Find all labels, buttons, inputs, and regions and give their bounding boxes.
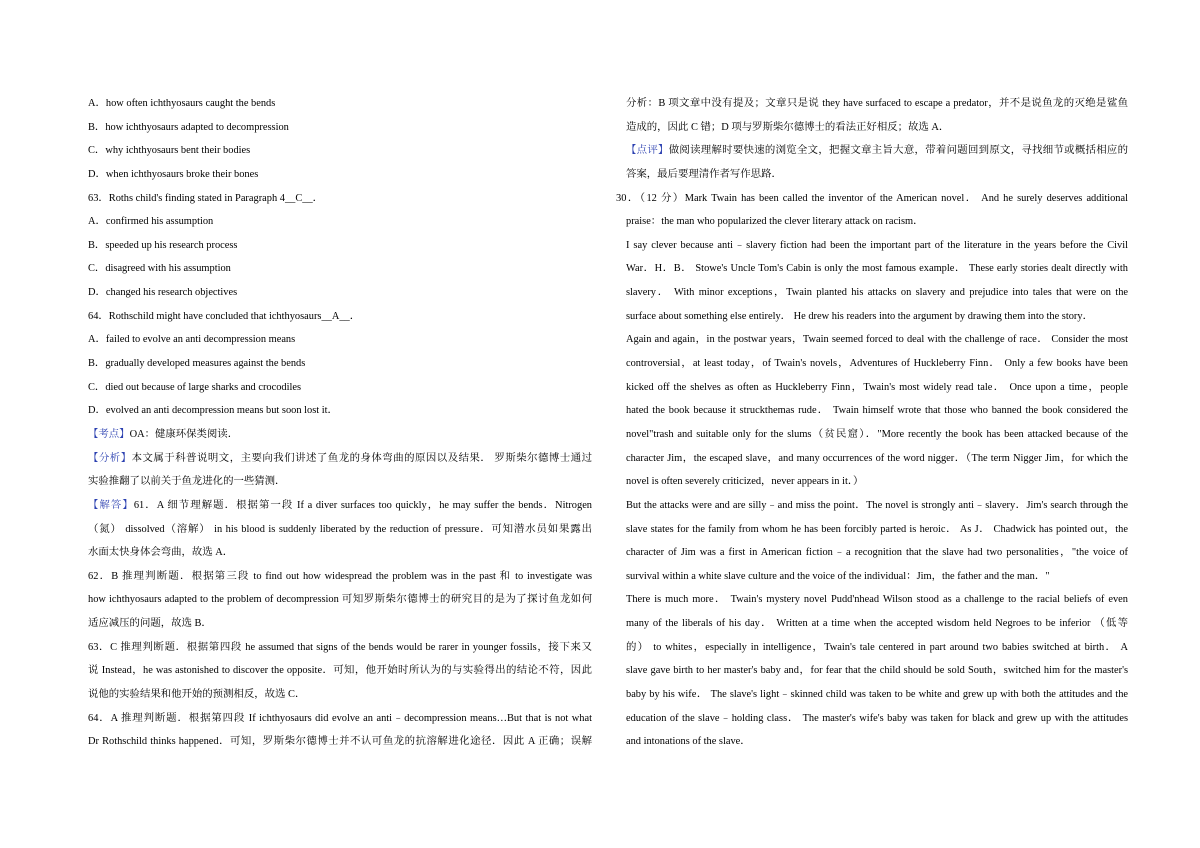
line-text: D．when ichthyosaurs broke their bones <box>88 168 259 180</box>
line-text: 63．C 推理判断题．根据第四段 he assumed that signs of the bends would be rarer in younger fossils，接下来又 <box>88 641 592 653</box>
text-line <box>88 588 592 612</box>
text-line <box>626 494 1128 518</box>
line-text: character of Jim was a first in American fiction﹣a recognition that the slave had two personalities，"the voice of <box>626 547 1128 559</box>
line-text: 说他的实验结果和他开始的预测相反，故选 C． <box>88 689 306 701</box>
text-line <box>88 494 592 518</box>
line-text: how ichthyosaurs adapted to the problem of decompression 可知罗斯柴尔德博士的研究目的是为了探讨鱼龙如何 <box>88 594 592 606</box>
line-text: 实验推翻了以前关于鱼龙进化的一些猜测． <box>88 476 286 488</box>
line-text: A．confirmed his assumption <box>88 216 214 228</box>
line-text: B．speeded up his research process <box>88 239 238 251</box>
text-line <box>626 588 1128 612</box>
text-line <box>626 683 1128 707</box>
text-line <box>626 139 1128 163</box>
line-text: hated the book because it struckthemas rude． Twain himself wrote that those who banned the book considered the <box>626 405 1128 417</box>
line-text: 的） to whites，especially in intelligence，Twain's tale centered in part around two babies switched at birth． A <box>626 641 1128 653</box>
text-line <box>88 352 592 376</box>
text-line <box>626 423 1128 447</box>
line-text: character Jim，the escaped slave，and many occurrences of the word nigger．（The term Nigger Jim，for which the <box>626 452 1128 464</box>
line-text: slavery． With minor exceptions，Twain planted his attacks on slavery and prejudice into tales that were on the <box>626 287 1128 299</box>
text-line <box>88 541 592 565</box>
line-text: 做阅读理解时要快速的浏览全文，把握文章主旨大意，带着问题回到原文，寻找细节或概括相应的 <box>668 145 1128 157</box>
text-line <box>88 328 592 352</box>
line-text: novel"trash and suitable only for the slums（贫民窟）．"More recently the book has been attacked because of the <box>626 428 1128 440</box>
text-line <box>626 328 1128 352</box>
text-line <box>626 470 1128 494</box>
right-column <box>616 92 1128 754</box>
line-text: 水面太快身体会弯曲，故选 A． <box>88 547 234 559</box>
text-line <box>88 187 592 211</box>
line-text: 30．（12 分）Mark Twain has been called the inventor of the American novel． And he surely deserves additional <box>616 192 1128 204</box>
line-text: surface about something else entirely． He drew his readers into the argument by drawing them into the story． <box>626 310 1093 322</box>
text-line <box>626 636 1128 660</box>
line-text: education of the slave﹣holding class． The master's wife's baby was taken for black and grew up with the attitudes <box>626 712 1128 724</box>
text-line <box>88 210 592 234</box>
line-text: novel is often severely criticized，never appears in it．） <box>626 476 864 488</box>
line-text: B．gradually developed measures against the bends <box>88 358 306 370</box>
text-line <box>88 612 592 636</box>
text-line <box>88 683 592 707</box>
line-text: many of the liberals of his day． Written at a time when the accepted wisdom held Negroes to be inferior （低等 <box>626 618 1128 630</box>
section-tag: 【分析】 <box>88 452 132 464</box>
text-line <box>88 234 592 258</box>
text-line <box>88 565 592 589</box>
line-text: But the attacks were and are silly﹣and miss the point．The novel is strongly anti﹣slavery．Jim's search through the <box>626 499 1128 511</box>
line-text: and intonations of the slave． <box>626 736 751 748</box>
text-line <box>88 399 592 423</box>
text-line <box>88 139 592 163</box>
text-line <box>626 612 1128 636</box>
text-line <box>88 376 592 400</box>
line-text: kicked off the shelves as often as Huckleberry Finn，Twain's most widely read tale． Once upon a time，people <box>626 381 1128 393</box>
text-line <box>626 659 1128 683</box>
line-text: 适应减压的问题，故选 B． <box>88 618 212 630</box>
line-text: C．disagreed with his assumption <box>88 263 231 275</box>
line-text: 本文属于科普说明文，主要向我们讲述了鱼龙的身体弯曲的原因以及结果． 罗斯柴尔德博士通过 <box>131 452 592 464</box>
text-line <box>88 447 592 471</box>
line-text: slave gave birth to her master's baby and，for fear that the child should be sold South，switched him for the master's <box>626 665 1128 677</box>
text-line <box>626 565 1128 589</box>
line-text: （氮） dissolved（溶解） in his blood is suddenly liberated by the reduction of pressure．可知潜水员如果露出 <box>88 523 592 535</box>
line-text: controversial，at least today，of Twain's novels，Adventures of Huckleberry Finn． Only a few books have been <box>626 358 1128 370</box>
text-line <box>626 257 1128 281</box>
line-text: 说 Instead，he was astonished to discover the opposite．可知，他开始时所认为的与实验得出的结论不符，因此 <box>88 665 592 677</box>
section-tag: 【点评】 <box>626 145 669 157</box>
text-line <box>616 187 1128 211</box>
text-line <box>88 636 592 660</box>
text-line <box>626 707 1128 731</box>
text-line <box>88 707 592 731</box>
text-line <box>88 116 592 140</box>
section-tag: 【考点】 <box>88 428 130 440</box>
text-line <box>88 163 592 187</box>
text-line <box>88 659 592 683</box>
line-text: D．evolved an anti decompression means but soon lost it． <box>88 405 338 417</box>
text-line <box>626 376 1128 400</box>
line-text: C．why ichthyosaurs bent their bodies <box>88 145 251 157</box>
left-column <box>88 92 592 754</box>
text-line <box>626 210 1128 234</box>
text-line <box>626 92 1128 116</box>
text-line <box>626 281 1128 305</box>
text-line <box>88 730 592 754</box>
section-tag: 【解答】 <box>88 499 134 511</box>
line-text: praise：the man who popularized the clever literary attack on racism． <box>626 216 924 228</box>
text-line <box>626 730 1128 754</box>
line-text: 64．Rothschild might have concluded that ichthyosaurs__A__． <box>88 310 361 322</box>
line-text: There is much more． Twain's mystery novel Pudd'nhead Wilson stood as a challenge to the racial beliefs of even <box>626 594 1128 606</box>
line-text: 造成的，因此 C 错；D 项与罗斯柴尔德博士的看法正好相反；故选 A． <box>626 121 950 133</box>
text-line <box>88 92 592 116</box>
line-text: 64．A 推理判断题．根据第四段 If ichthyosaurs did evolve an anti﹣decompression means…But that is not what <box>88 712 592 724</box>
line-text: Dr Rothschild thinks happened．可知，罗斯柴尔德博士并不认可鱼龙的抗溶解进化途径．因此 A 正确；误解 <box>88 736 592 748</box>
line-text: War．H．B． Stowe's Uncle Tom's Cabin is only the most famous example． These early stories dealt directly with <box>626 263 1128 275</box>
line-text: 63．Roths child's finding stated in Paragraph 4__C__． <box>88 192 324 204</box>
text-line <box>88 470 592 494</box>
text-line <box>88 518 592 542</box>
text-line <box>626 352 1128 376</box>
text-line <box>626 399 1128 423</box>
text-line <box>626 447 1128 471</box>
text-line <box>626 234 1128 258</box>
line-text: slave states for the family from whom he has been forcibly parted is heroic． As J． Chadwick has pointed out，the <box>626 523 1128 535</box>
line-text: A．how often ichthyosaurs caught the bends <box>88 98 276 109</box>
line-text: D．changed his research objectives <box>88 287 238 299</box>
text-line <box>626 163 1128 187</box>
text-line <box>626 116 1128 140</box>
text-line <box>88 257 592 281</box>
line-text: OA：健康环保类阅读． <box>129 428 239 440</box>
text-line <box>88 305 592 329</box>
text-line <box>626 305 1128 329</box>
line-text: 61．A 细节理解题．根据第一段 If a diver surfaces too quickly，he may suffer the bends．Nitrogen <box>133 499 592 511</box>
line-text: C．died out because of large sharks and crocodiles <box>88 381 302 393</box>
line-text: Again and again，in the postwar years，Twain seemed forced to deal with the challenge of race． Consider the most <box>626 334 1128 346</box>
text-line <box>626 541 1128 565</box>
line-text: A．failed to evolve an anti decompression means <box>88 334 296 346</box>
text-line <box>88 281 592 305</box>
line-text: 答案，最后要理清作者写作思路． <box>626 168 782 180</box>
text-line <box>88 423 592 447</box>
line-text: survival within a white slave culture and the voice of the individual：Jim，the father and the man．" <box>626 570 1050 582</box>
line-text: 62．B 推理判断题．根据第三段 to find out how widespread the problem was in the past 和 to investigate was <box>88 570 592 582</box>
line-text: B．how ichthyosaurs adapted to decompression <box>88 121 289 133</box>
line-text: 分析：B 项文章中没有提及；文章只是说 they have surfaced to escape a predator，并不是说鱼龙的灭绝是鲨鱼 <box>626 98 1128 109</box>
line-text: I say clever because anti﹣slavery fiction had been the important part of the literature in the years before the Civil <box>626 239 1128 251</box>
line-text: baby by his wife． The slave's light﹣skinned child was taken to be white and grew up with both the attitudes and the <box>626 689 1128 701</box>
text-line <box>626 518 1128 542</box>
